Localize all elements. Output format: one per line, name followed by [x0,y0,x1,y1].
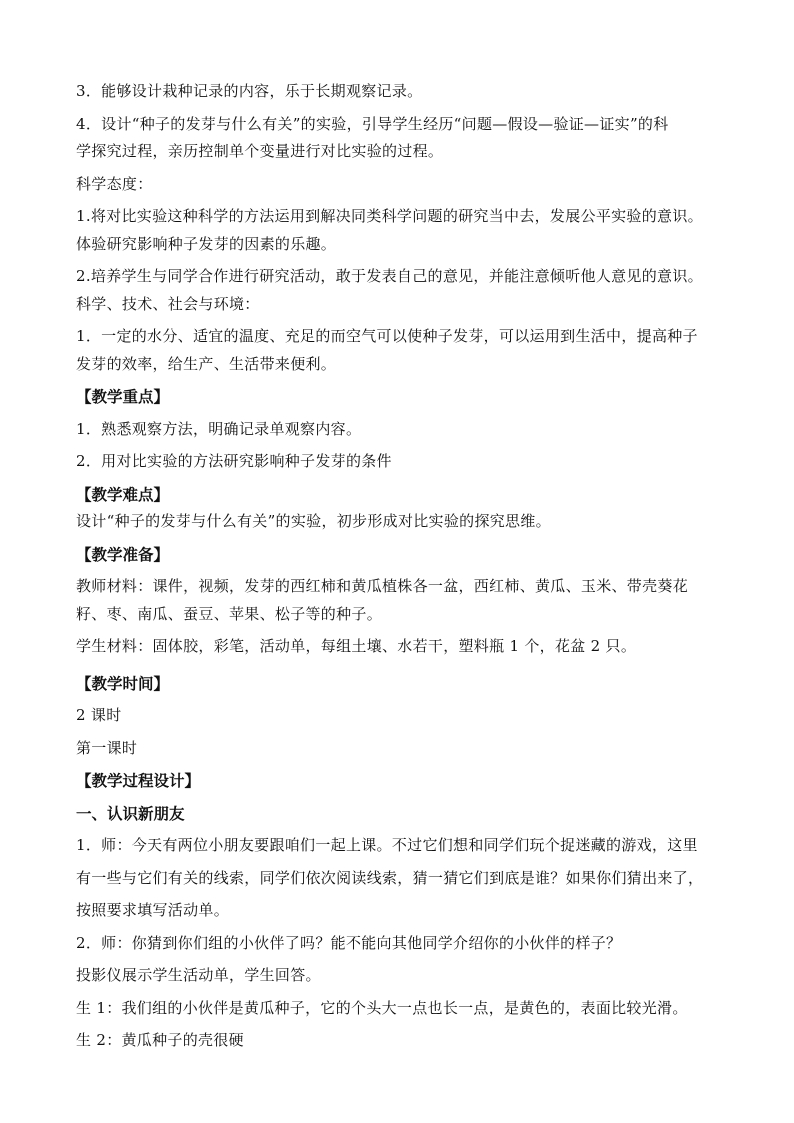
text-line: 教师材料：课件，视频，发芽的西红柿和黄瓜植株各一盆，西红柿、黄瓜、玉米、带壳葵花 [76,577,689,595]
document-page [76,78,726,1055]
text-line: 1.将对比实验这种科学的方法运用到解决同类科学问题的研究当中去，发展公平实验的意识。 [76,207,703,225]
text-line: 学生材料：固体胶，彩笔，活动单，每组土壤、水若干，塑料瓶 1 个，花盆 2 只。 [76,637,637,655]
text-line: 1．熟悉观察方法，明确记录单观察内容。 [76,419,362,438]
text-line: 1．师：今天有两位小朋友要跟咱们一起上课。不过它们想和同学们玩个捉迷藏的游戏，这里 [76,836,698,854]
section-label: 科学态度： [76,174,153,193]
section-heading: 【教学难点】 [76,484,170,504]
text-line: 生 1：我们组的小伙伴是黄瓜种子，它的个头大一点也长一点，是黄色的，表面比较光滑。 [76,998,688,1017]
section-label: 科学、技术、社会与环境： [76,294,260,313]
text-line: 生 2：黄瓜种子的壳很硬 [76,1031,244,1049]
text-line: 第一课时 [76,738,138,757]
section-heading: 【教学准备】 [76,544,170,564]
text-line: 设计“种子的发芽与什么有关”的实验，初步形成对比实验的探究思维。 [76,512,551,530]
text-line: 籽、枣、南瓜、蚕豆、苹果、松子等的种子。 [76,604,383,623]
section-heading: 【教学时间】 [76,673,170,693]
section-heading: 【教学过程设计】 [76,771,201,790]
text-line: 发芽的效率，给生产、生活带来便利。 [76,354,337,373]
text-line: 投影仪展示学生活动单，学生回答。 [76,966,321,984]
text-line: 学探究过程，亲历控制单个变量进行对比实验的过程。 [76,142,444,160]
text-line: 1．一定的水分、适宜的温度、充足的而空气可以使种子发芽，可以运用到生活中，提高种子 [76,327,698,345]
text-line: 体验研究影响种子发芽的因素的乐趣。 [76,234,337,253]
section-heading: 一、认识新朋友 [76,803,185,823]
section-heading: 【教学重点】 [76,387,170,406]
text-line: 2．用对比实验的方法研究影响种子发芽的条件 [76,452,392,470]
text-line: 有一些与它们有关的线索，同学们依次阅读线索，猜一猜它们到底是谁？如果你们猜出来了， [76,868,704,887]
text-line: 2．师：你猜到你们组的小伙伴了吗？能不能向其他同学介绍你的小伙伴的样子？ [76,933,622,952]
text-line: 2 课时 [76,706,122,724]
text-line: 3．能够设计栽种记录的内容，乐于长期观察记录。 [76,82,423,100]
text-line: 2.培养学生与同学合作进行研究活动，敢于发表自己的意见，并能注意倾听他人意见的意识。 [76,267,703,285]
text-line: 4．设计“种子的发芽与什么有关”的实验，引导学生经历“问题—假设—验证—证实”的科 [76,114,669,133]
text-line: 按照要求填写活动单。 [76,901,230,919]
